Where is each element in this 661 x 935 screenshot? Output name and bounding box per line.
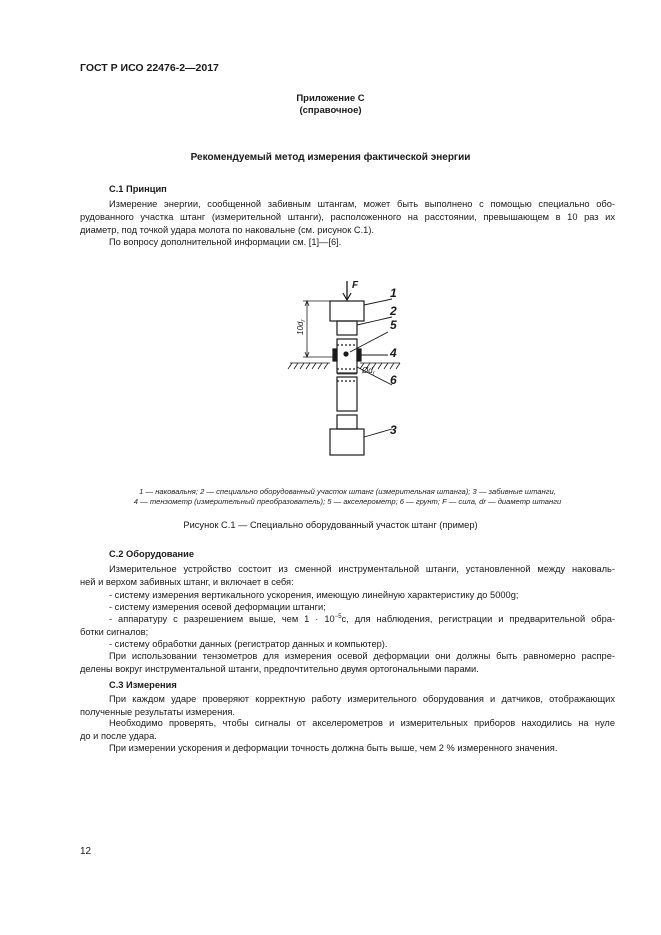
section-c2-closing: [80, 650, 615, 676]
section-c2-intro: [80, 563, 615, 589]
figure-rod-diagram: [280, 277, 430, 462]
label-1: 1: [390, 286, 397, 300]
figure-legend-line-1: 1 — наковальня; 2 — специально оборудованный участок штанг (измерительная штанга); 3 — забивные штанги,: [139, 487, 556, 496]
text-line: рудованного участка штанг (измерительной штанги), расположенного на расстоянии, превышающем в 10 раз их: [80, 212, 615, 222]
page-number: 12: [80, 846, 92, 857]
label-2: 2: [390, 304, 397, 318]
text-line: ботки сигналов;: [80, 627, 149, 637]
text-line: делены вокруг инструментальной штанги, предпочтительно двумя ортогональными парами.: [80, 664, 479, 674]
section-c1-paragraph: [80, 198, 615, 237]
driving-rod: [330, 429, 364, 455]
section-c1-heading: С.1 Принцип: [109, 184, 167, 194]
list-item: - систему измерения осевой деформации штанги;: [109, 602, 326, 612]
ground-hatch: [288, 363, 400, 369]
label-4: 4: [390, 346, 397, 360]
text-line: диаметр, под точкой удара молота по наковальне (см. рисунок С.1).: [80, 225, 375, 235]
appendix-subtitle: (справочное): [299, 105, 362, 116]
section-c3-heading: С.3 Измерения: [109, 680, 177, 690]
strain-gauge: [357, 349, 361, 361]
section-c3-paragraph-3: При измерении ускорения и деформации точность должна быть выше, чем 2 % измеренного значения.: [109, 743, 558, 753]
strain-gauge: [333, 349, 337, 361]
accelerometer: [344, 352, 348, 356]
label-5: 5: [390, 318, 397, 332]
list-item: - систему измерения вертикального ускорения, имеющую линейную характеристику до 5000g;: [109, 590, 519, 600]
main-title: Рекомендуемый метод измерения фактической энергии: [190, 152, 471, 163]
text-line: Измерение энергии, сообщенной забивным штангам, может быть выполнено с помощью специально обо-: [109, 199, 615, 209]
anvil: [330, 301, 364, 321]
label-force: F: [352, 280, 359, 291]
list-item: [80, 613, 615, 639]
text-line: полученные результаты измерения.: [80, 707, 236, 717]
text-line: Необходимо проверять, чтобы сигналы от акселерометров и измерительных приборов находились на нуле: [109, 718, 615, 728]
section-c3-paragraph-2: [80, 717, 615, 743]
section-c1-reference: По вопросу дополнительной информации см. [1]—[6].: [109, 237, 342, 247]
rod-link: [337, 415, 357, 429]
figure-caption: Рисунок С.1 — Специально оборудованный участок штанг (пример): [183, 520, 478, 530]
section-c3-paragraph-1: [80, 693, 615, 719]
figure-legend-line-2: 4 — тензометр (измерительный преобразователь); 5 — акселерометр; 6 — грунт; F — сила, dr — диаметр штанги: [133, 497, 562, 506]
rod-upper: [337, 321, 357, 335]
dim-10d: $10d_r$: [296, 319, 307, 335]
standard-number: ГОСТ Р ИСО 22476-2—2017: [80, 62, 219, 74]
label-6: 6: [390, 373, 397, 387]
text-line: Измерительное устройство состоит из сменной инструментальной штанги, установленной между наковаль-: [109, 564, 615, 574]
list-item: - систему обработки данных (регистратор данных и компьютер).: [109, 639, 388, 649]
dim-diameter: $Ød_r$: [362, 366, 375, 377]
rod-lower: [337, 377, 357, 411]
section-c2-heading: С.2 Оборудование: [109, 549, 195, 559]
text-line: до и после удара.: [80, 731, 157, 741]
text-line: При каждом ударе проверяют корректную работу измерительного оборудования и датчиков, отображающих: [109, 694, 615, 704]
label-3: 3: [390, 423, 397, 437]
appendix-title: Приложение С: [296, 93, 365, 104]
text-line: При использовании тензометров для измерения осевой деформации они должны быть равномерно распре-: [109, 651, 615, 661]
text-line: - аппаратуру с разрешением выше, чем $1 \cdot 10^{-5}с$, для наблюдения, регистрации и предварительной обра-: [109, 613, 616, 624]
text-line: ней и верхом забивных штанг, и включает в себя:: [80, 577, 294, 587]
